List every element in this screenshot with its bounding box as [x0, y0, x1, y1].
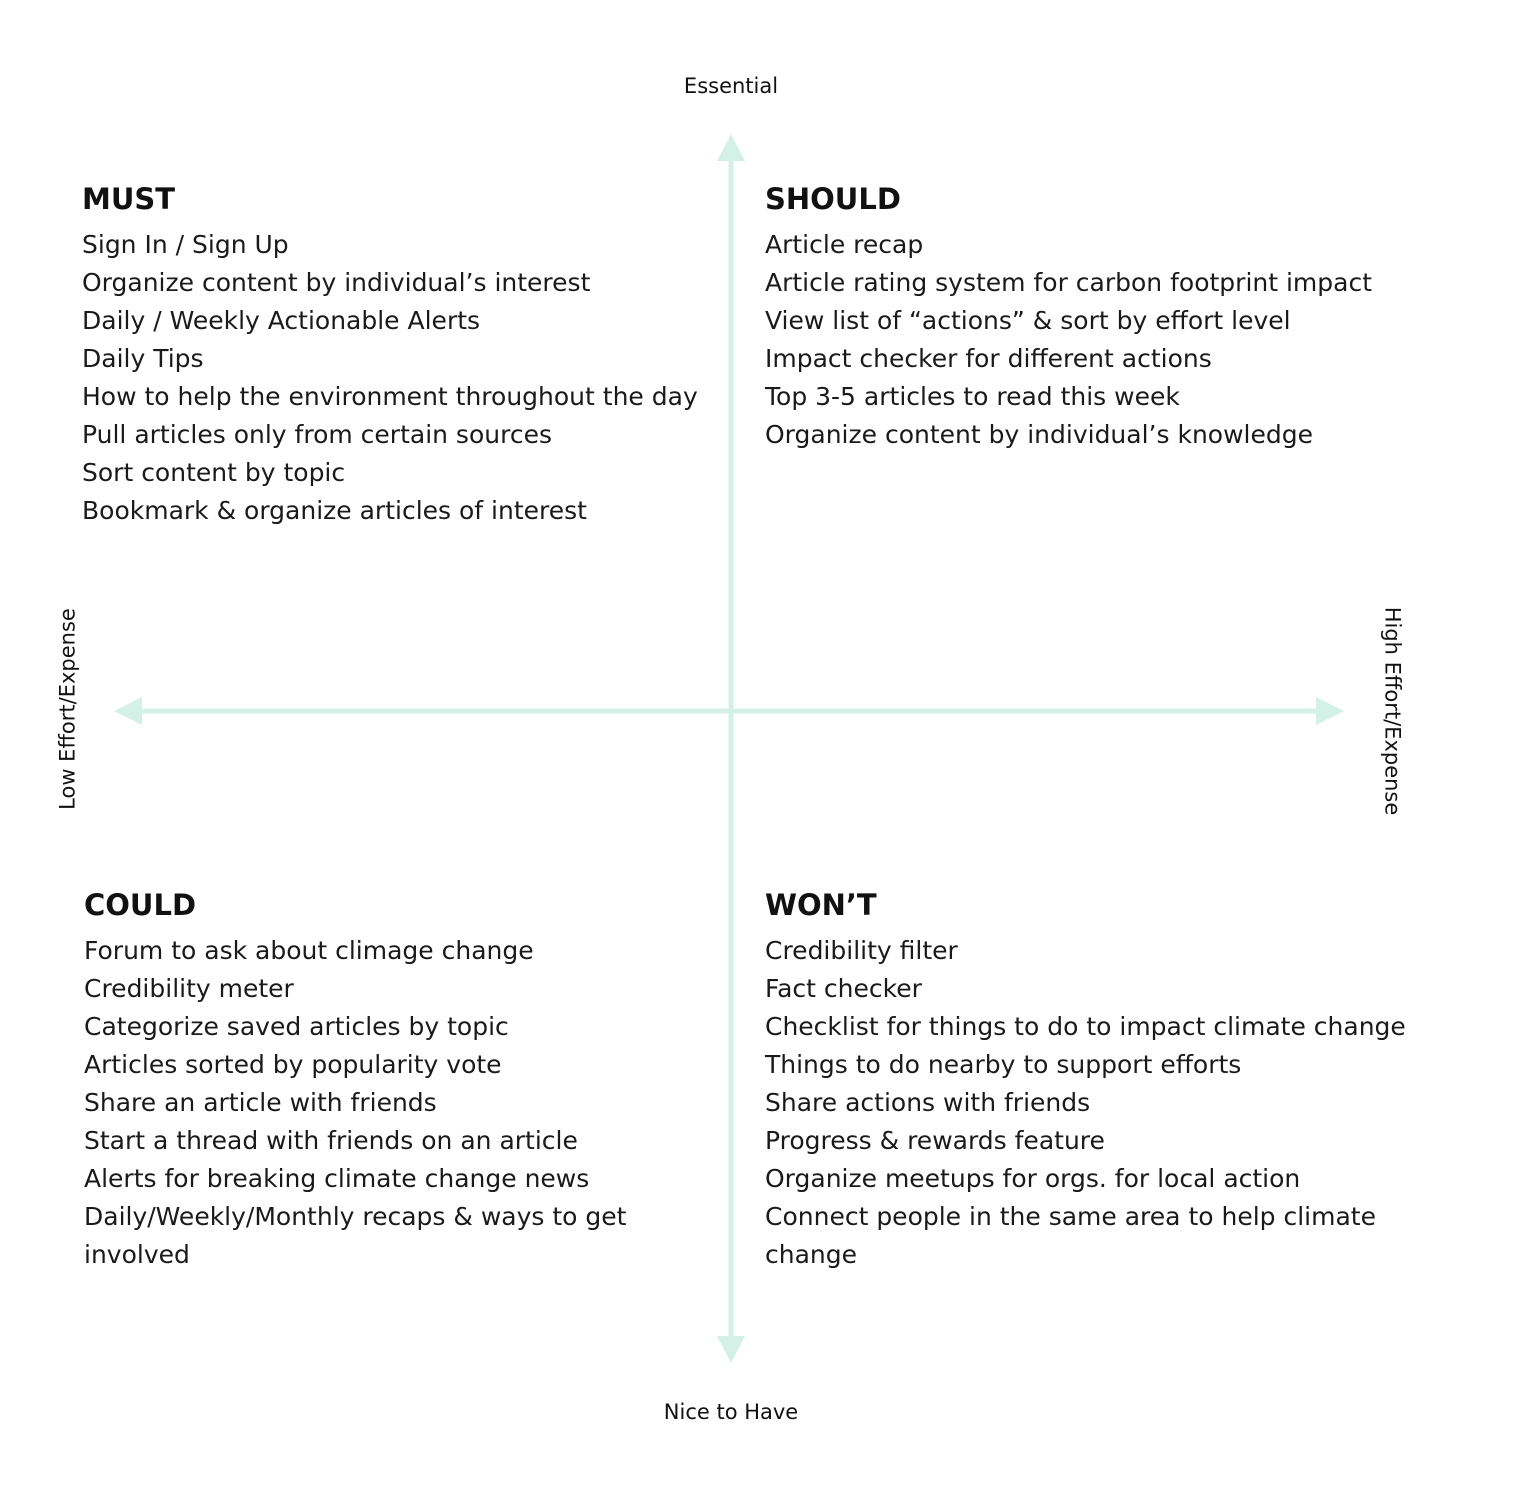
- quadrant-list-must: [82, 226, 698, 530]
- list-item: Daily Tips: [82, 344, 204, 373]
- quadrant-list-should: [765, 226, 1372, 454]
- list-item: How to help the environment throughout the day: [82, 382, 698, 411]
- list-item: Connect people in the same area to help climate change: [765, 1202, 1376, 1269]
- quadrant-title-must: MUST: [82, 182, 176, 216]
- list-item: Start a thread with friends on an article: [84, 1126, 578, 1155]
- quadrant-title-could: COULD: [84, 888, 197, 922]
- list-item: Sort content by topic: [82, 458, 346, 487]
- list-item: Checklist for things to do to impact climate change: [765, 1012, 1406, 1041]
- arrow-up-icon: [717, 134, 745, 161]
- list-item: View list of “actions” & sort by effort level: [765, 306, 1291, 335]
- list-item: Alerts for breaking climate change news: [84, 1164, 590, 1193]
- list-item: Bookmark & organize articles of interest: [82, 496, 587, 525]
- axis-label-high-effort: High Effort/Expense: [1380, 606, 1405, 816]
- list-item: Organize content by individual’s interest: [82, 268, 591, 297]
- list-item: Top 3-5 articles to read this week: [765, 382, 1180, 411]
- list-item: Article rating system for carbon footprint impact: [765, 268, 1373, 297]
- list-item: Organize content by individual’s knowledge: [765, 420, 1313, 449]
- axis-label-essential: Essential: [683, 74, 779, 98]
- list-item: Credibility filter: [765, 936, 958, 965]
- quadrant-could: [84, 886, 694, 1274]
- list-item: Share actions with friends: [765, 1088, 1091, 1117]
- axis-label-low-effort: Low Effort/Expense: [55, 608, 80, 810]
- list-item: Pull articles only from certain sources: [82, 420, 552, 449]
- quadrant-should: [765, 180, 1372, 454]
- arrow-right-icon: [1316, 697, 1344, 725]
- list-item: Daily/Weekly/Monthly recaps & ways to get involved: [84, 1202, 627, 1269]
- list-item: Categorize saved articles by topic: [84, 1012, 509, 1041]
- list-item: Sign In / Sign Up: [82, 230, 289, 259]
- list-item: Organize meetups for orgs. for local action: [765, 1164, 1301, 1193]
- quadrant-title-should: SHOULD: [765, 182, 901, 216]
- quadrant-list-wont: [765, 932, 1445, 1274]
- list-item: Progress & rewards feature: [765, 1126, 1105, 1155]
- list-item: Fact checker: [765, 974, 922, 1003]
- list-item: Impact checker for different actions: [765, 344, 1212, 373]
- list-item: Daily / Weekly Actionable Alerts: [82, 306, 481, 335]
- list-item: Articles sorted by popularity vote: [84, 1050, 502, 1079]
- arrow-left-icon: [114, 697, 142, 725]
- list-item: Article recap: [765, 230, 924, 259]
- quadrant-wont: [765, 886, 1445, 1274]
- list-item: Things to do nearby to support efforts: [765, 1050, 1242, 1079]
- axis-label-nice-to-have: Nice to Have: [663, 1400, 799, 1424]
- quadrant-list-could: [84, 932, 694, 1274]
- list-item: Forum to ask about climage change: [84, 936, 534, 965]
- arrow-down-icon: [717, 1336, 745, 1363]
- list-item: Credibility meter: [84, 974, 294, 1003]
- quadrant-title-wont: WON’T: [765, 888, 877, 922]
- list-item: Share an article with friends: [84, 1088, 437, 1117]
- quadrant-must: [82, 180, 698, 530]
